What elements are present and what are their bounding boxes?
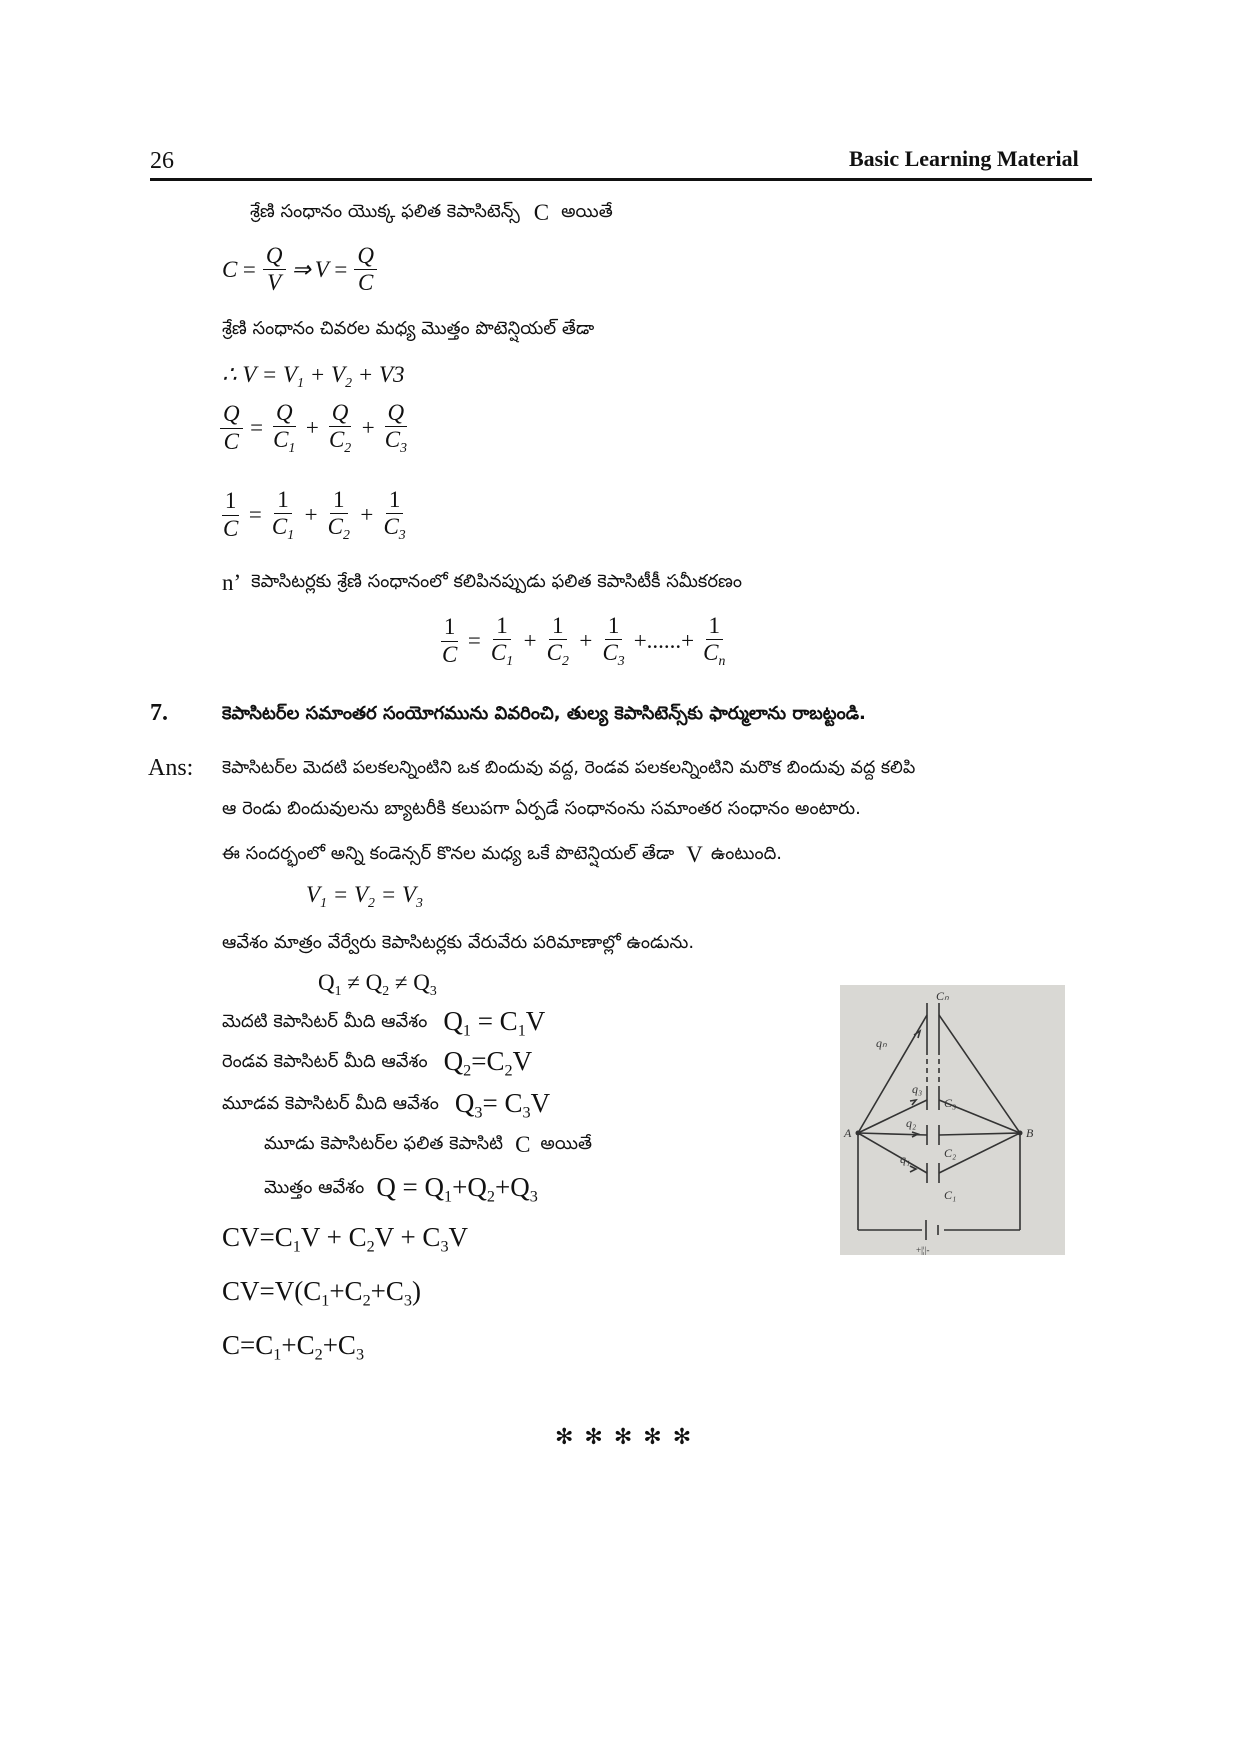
answer-label: Ans: [148, 755, 194, 781]
header-title: Basic Learning Material [849, 146, 1079, 171]
label-c1: C₁ [944, 1188, 957, 1202]
charge1-equation: $Q_1 = C_1V$ [443, 1006, 546, 1040]
parallel-capacitor-diagram [840, 985, 1065, 1255]
equation-series-general: $\frac{1}{C}$ = $\frac{1}{C_1}$ + $\frac{1}{C_2}$ + $\frac{1}{C_3}$ +......+ $\frac{1}{C_n}$ [442, 613, 726, 669]
page-number: 26 [150, 148, 174, 174]
symbol-v: V [686, 842, 703, 867]
charge1-label: మెదటి కెపాసిటర్ మీది ఆవేశం [222, 1010, 428, 1032]
equation-equal-voltages: $V_1 = V_2 = V_3$ [306, 882, 423, 910]
equation-parallel-result: $C=C_1+C_2+C_3$ [222, 1330, 365, 1364]
result-end: అయితే [540, 1132, 592, 1154]
n-capacitors-text: కెపాసిటర్లకు శ్రేణి సంధానంలో కలిపినప్పుడు ఫలిత కెపాసిటీకీ సమీకరణం [251, 570, 742, 592]
answer-para2-end: ఉంటుంది. [710, 842, 782, 864]
charge-line-3 [222, 1088, 550, 1123]
answer-para3: ఆవేశం మాత్రం వేర్వేరు కెపాసిటర్లకు వేరువేరు పరిమాణాల్లో ఉండును. [222, 932, 695, 953]
result-symbol: C [515, 1132, 531, 1157]
charge-line-1 [222, 1006, 545, 1041]
equation-one-over-c: $\frac{1}{C}$ = $\frac{1}{C_1}$ + $\frac{1}{C_2}$ + $\frac{1}{C_3}$ [223, 487, 406, 543]
result-line [264, 1132, 592, 1158]
equation-cv-sum: $CV=C_1V + C_2V + C_3V$ [222, 1222, 469, 1256]
answer-para1-line2: ఆ రెండు బిందువులను బ్యాటరీకి కలుపగా ఏర్పడే సంధానంను సమాంతర సంధానం అంటారు. [222, 798, 861, 819]
result-text: మూడు కెపాసిటర్‌ల ఫలిత కెపాసిటి [264, 1132, 504, 1154]
label-q2: q₂ [906, 1116, 917, 1130]
label-qn: qₙ [876, 1036, 887, 1050]
equation-unequal-charges: $Q_1 \ne Q_2 \ne Q_3$ [318, 970, 437, 998]
answer-para2 [222, 842, 782, 868]
equation-q-over-c: $\frac{Q}{C}$ = $\frac{Q}{C_1}$ + $\frac{Q}{C_2}$ + $\frac{Q}{C_3}$ [218, 400, 412, 456]
footer-stars: ✻ ✻ ✻ ✻ ✻ [555, 1425, 694, 1450]
answer-para2-text: ఈ సందర్భంలో అన్ని కండెన్సర్ కొనల మధ్య ఒకే పొటెన్షియల్ తేడా [222, 842, 675, 864]
series-text-1: శ్రేణి సంధానం యొక్క ఫలిత కెపాసిటెన్స్ [250, 200, 520, 222]
total-charge-label: మొత్తం ఆవేశం [264, 1176, 365, 1198]
charge3-label: మూడవ కెపాసిటర్ మీది ఆవేశం [222, 1092, 439, 1114]
label-a: A [844, 1126, 852, 1140]
label-q3: q₃ [912, 1082, 923, 1096]
n-capacitors-line [222, 570, 742, 596]
total-charge-line [264, 1172, 538, 1207]
n-symbol: n’ [222, 570, 242, 595]
charge2-equation: $Q_2=C_2V$ [443, 1046, 533, 1080]
label-b: B [1026, 1126, 1034, 1140]
equation-cv-factored: $CV=V(C_1+C_2+C_3)$ [222, 1276, 422, 1310]
question-text: కెపాసిటర్‌ల సమాంతర సంయోగమును వివరించి, తుల్య కెపాసిటెన్స్‌కు ఫార్ములాను రాబట్టండి. [222, 703, 866, 724]
diagram-background [840, 985, 1065, 1255]
charge2-label: రెండవ కెపాసిటర్ మీది ఆవేశం [222, 1050, 428, 1072]
label-battery: +|¦|- [916, 1245, 930, 1255]
charge-line-2 [222, 1046, 532, 1081]
label-q1: q₁ [900, 1152, 911, 1166]
total-charge-equation: $Q = Q_1+Q_2+Q_3$ [376, 1172, 538, 1206]
series-resultant-line [250, 200, 613, 226]
question-number: 7. [150, 700, 168, 726]
equation-c-q-v: C = $\frac{Q}{V}$ ⇒ V = $\frac{Q}{C}$ [222, 243, 379, 297]
label-cn: Cₙ [936, 989, 949, 1003]
header-rule [150, 178, 1092, 181]
label-c2: C₂ [944, 1146, 957, 1160]
series-text-1-end: అయితే [561, 200, 613, 222]
label-c3: C₃ [944, 1096, 957, 1110]
symbol-c: C [533, 200, 550, 225]
answer-para1-line1: కెపాసిటర్‌ల మెదటి పలకలన్నింటిని ఒక బిందువు వద్ద, రెండవ పలకలన్నింటిని మరొక బిందువు వద్ద కలిపి [222, 758, 916, 778]
series-text-2: శ్రేణి సంధానం చివరల మధ్య మొత్తం పొటెన్షియల్ తేడా [222, 318, 595, 339]
charge3-equation: $Q_3= C_3V$ [454, 1088, 551, 1122]
equation-voltage-sum: ∴ $V = V_1 + V_2 + V3$ [222, 362, 405, 390]
